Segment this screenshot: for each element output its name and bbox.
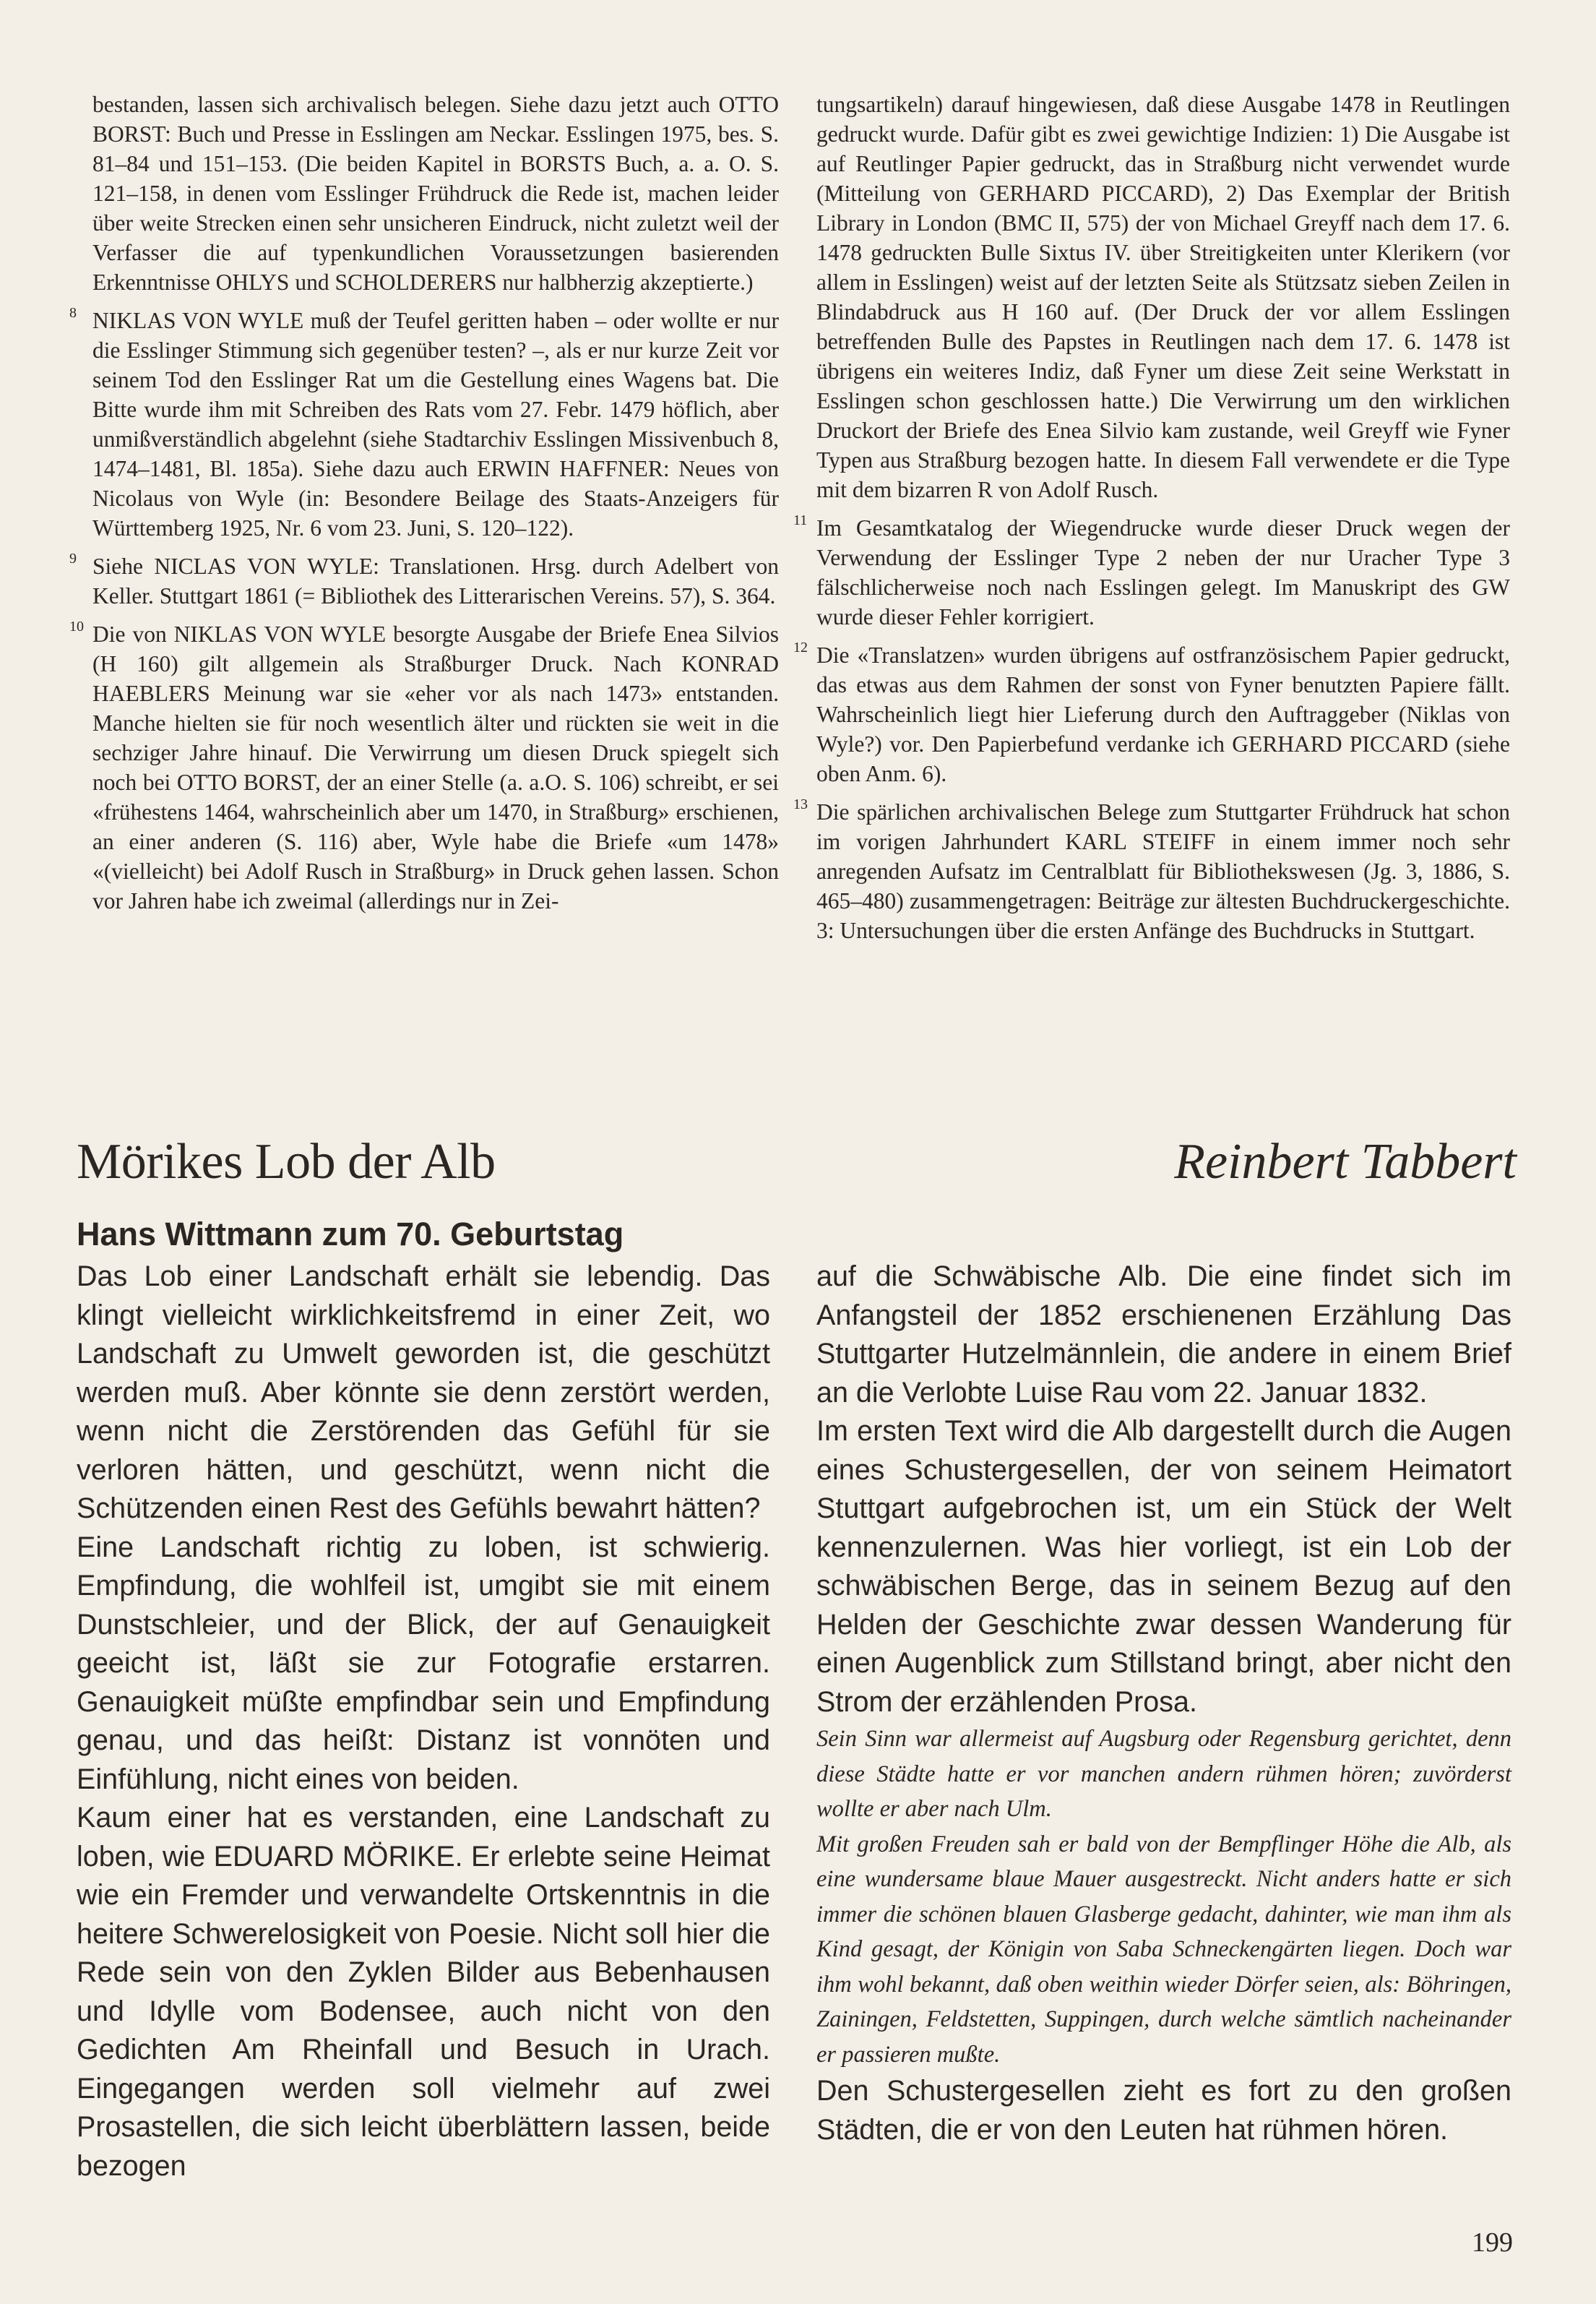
body-paragraph: Den Schustergesellen zieht es fort zu den großen Städten, die er von den Leuten hat rühmen hören. xyxy=(816,2075,1511,2146)
footnote-continuation: tungsartikeln) darauf hingewiesen, daß diese Ausgabe 1478 in Reutlingen gedruckt wurde. Dafür gibt es zwei gewichtige Indizien: 1) Die Ausgabe ist auf Reutlinger Papier gedruckt, das in Straßburg nicht verwendet wurde (Mitteilung von GERHARD PICCARD), 2) Das Exemplar der British Library in London (BMC II, 575) der von Michael Greyff nach dem 17. 6. 1478 gedruckten Bulle Sixtus IV. über Streitigkeiten unter Klerikern (vor allem in Esslingen) weist auf der letzten Seite als Stützsatz sieben Zeilen in Blindabdruck aus H 160 auf. (Der Druck der vor allem Esslingen betreffenden Bulle des Papstes in Reutlingen nach dem 17. 6. 1478 ist übrigens ein weiteres Indiz, daß Fyner um diese Zeit seine Werkstatt in Esslingen schon geschlossen hatte.) Die Verwirrung um den wirklichen Druckort der Briefe des Enea Silvio kam zustande, weil Greyff wie Fyner Typen aus Straßburg bezogen hatte. In diesem Fall verwendete er die Type mit dem bizarren R von Adolf Rusch. xyxy=(816,92,1510,502)
footnote-text: NIKLAS VON WYLE muß der Teufel geritten haben – oder wollte er nur die Esslinger Stimmung sich gegenüber testen? –, als er nur kurze Zeit vor seinem Tod den Esslinger Rat um die Gestellung eines Wagens bat. Die Bitte wurde ihm mit Schreiben des Rats vom 27. Febr. 1479 höflich, aber unmißverständlich abgelehnt (siehe Stadtarchiv Esslingen Missivenbuch 8, 1474–1481, Bl. 185a). Siehe dazu auch ERWIN HAFFNER: Neues von Nicolaus von Wyle (in: Besondere Beilage des Staats-Anzeigers für Württemberg 1925, Nr. 6 vom 23. Juni, S. 120–122). xyxy=(92,308,779,541)
footnote-number: 11 xyxy=(793,512,808,528)
article-title: Mörikes Lob der Alb xyxy=(77,1134,496,1190)
article-body-left-column xyxy=(77,1258,770,2185)
body-paragraph: Im ersten Text wird die Alb dargestellt durch die Augen eines Schustergesellen, der von seinem Heimatort Stuttgart aufgebrochen ist, um ein Stück der Welt kennenzulernen. Was hier vorliegt, ist ein Lob der schwäbischen Berge, das in seinem Bezug auf den Helden der Geschichte zwar dessen Wanderung für einen Augenblick zum Stillstand bringt, aber nicht den Strom der erzählenden Prosa. xyxy=(816,1415,1511,1718)
footnote-text: Im Gesamtkatalog der Wiegendrucke wurde dieser Druck wegen der Verwendung der Esslinger Type 2 neben der nur Uracher Type 3 fälschlicherweise noch nach Esslingen gelegt. Im Manuskript des GW wurde dieser Fehler korrigiert. xyxy=(816,515,1510,629)
article-subtitle: Hans Wittmann zum 70. Geburtstag xyxy=(77,1216,624,1252)
footnotes-right-column xyxy=(793,90,1510,954)
footnote xyxy=(793,796,1510,945)
footnote-number: 13 xyxy=(793,796,808,812)
block-quote: Sein Sinn war allermeist auf Augsburg oder Regensburg gerichtet, denn diese Städte hatte er vor manchen andern rühmen hören; zuvörderst wollte er aber nach Ulm. xyxy=(816,1726,1511,1822)
article-author: Reinbert Tabbert xyxy=(1174,1134,1517,1190)
footnote xyxy=(69,551,779,611)
block-quote: Mit großen Freuden sah er bald von der Bempflinger Höhe die Alb, als eine wundersame blaue Mauer ausgestreckt. Nicht anders hatte er sich immer die schönen blauen Glasberge gedacht, dahinter, wie man ihm als Kind gesagt, der Königin von Saba Schneckengärten liegen. Doch war ihm wohl bekannt, daß oben weithin wieder Dörfer seien, als: Böhringen, Zainingen, Feldstetten, Suppingen, durch welche sämtlich nacheinander er passieren mußte. xyxy=(816,1831,1511,2068)
footnote-text: Die spärlichen archivalischen Belege zum Stuttgarter Frühdruck hat schon im vorigen Jahrhundert KARL STEIFF in einem immer noch sehr anregenden Aufsatz im Centralblatt für Bibliothekswesen (Jg. 3, 1886, S. 465–480) zusammengetragen: Beiträge zur ältesten Buchdruckergeschichte. 3: Untersuchungen über die ersten Anfänge des Buchdrucks in Stuttgart. xyxy=(816,799,1510,943)
footnote-text: Siehe NICLAS VON WYLE: Translationen. Hrsg. durch Adelbert von Keller. Stuttgart 1861 (= Bibliothek des Litterarischen Vereins. 57), S. 364. xyxy=(92,554,779,609)
footnote-continuation: bestanden, lassen sich archivalisch belegen. Siehe dazu jetzt auch OTTO BORST: Buch und Presse in Esslingen am Neckar. Esslingen 1975, bes. S. 81–84 und 151–153. (Die beiden Kapitel in BORSTS Buch, a. a. O. S. 121–158, in denen vom Esslinger Frühdruck die Rede ist, machen leider über weite Strecken einen sehr unsicheren Eindruck, nicht zuletzt weil der Verfasser die auf typenkundlichen Voraussetzungen basierenden Erkenntnisse OHLYS und SCHOLDERERS nur halbherzig akzeptierte.) xyxy=(92,92,779,295)
footnotes-left-column xyxy=(69,90,779,924)
footnote-number: 9 xyxy=(69,551,77,567)
article-body-right-column xyxy=(816,1258,1511,2149)
body-paragraph: auf die Schwäbische Alb. Die eine findet sich im Anfangsteil der 1852 erschienenen Erzählung Das Stuttgarter Hutzelmännlein, die andere in einem Brief an die Verlobte Luise Rau vom 22. Januar 1832. xyxy=(816,1260,1511,1409)
footnote-text: Die «Translatzen» wurden übrigens auf ostfranzösischem Papier gedruckt, das etwas aus dem Rahmen der sonst von Fyner benutzten Papiere fällt. Wahrscheinlich liegt hier Lieferung durch den Auftraggeber (Niklas von Wyle?) vor. Den Papierbefund verdanke ich GERHARD PICCARD (siehe oben Anm. 6). xyxy=(816,642,1510,786)
body-paragraph: Das Lob einer Landschaft erhält sie lebendig. Das klingt vielleicht wirklichkeitsfremd in einer Zeit, wo Landschaft zu Umwelt geworden ist, die geschützt werden muß. Aber könnte sie denn zerstört werden, wenn nicht die Zerstörenden das Gefühl für sie verloren hätten, und geschützt, wenn nicht die Schützenden einen Rest des Gefühls bewahrt hätten? xyxy=(77,1260,770,1524)
page-number: 199 xyxy=(1472,2227,1513,2258)
body-paragraph: Eine Landschaft richtig zu loben, ist schwierig. Empfindung, die wohlfeil ist, umgibt sie mit einem Dunstschleier, und der Blick, der auf Genauigkeit geeicht ist, läßt sie zur Fotografie erstarren. Genauigkeit müßte empfindbar sein und Empfindung genau, und das heißt: Distanz ist vonnöten und Einfühlung, nicht eines von beiden. xyxy=(77,1531,770,1795)
footnote xyxy=(69,305,779,543)
footnote xyxy=(69,619,779,916)
footnote xyxy=(793,512,1510,632)
footnote-number: 10 xyxy=(69,619,84,635)
footnote xyxy=(793,640,1510,788)
footnote-number: 12 xyxy=(793,640,808,655)
footnote-text: Die von NIKLAS VON WYLE besorgte Ausgabe der Briefe Enea Silvios (H 160) gilt allgemein als Straßburger Druck. Nach KONRAD HAEBLERS Meinung war sie «eher vor als nach 1473» entstanden. Manche hielten sie für noch wesentlich älter und rückten sie weit in die sechziger Jahre hinauf. Die Verwirrung um diesen Druck spiegelt sich noch bei OTTO BORST, der an einer Stelle (a. a.O. S. 106) schreibt, er sei «frühestens 1464, wahrscheinlich aber um 1470, in Straßburg» erschienen, an einer anderen (S. 116) aber, Wyle habe die Briefe «um 1478» «(vielleicht) bei Adolf Rusch in Straßburg» in Druck gehen lassen. Schon vor Jahren habe ich zweimal (allerdings nur in Zei- xyxy=(92,622,779,914)
body-paragraph: Kaum einer hat es verstanden, eine Landschaft zu loben, wie EDUARD MÖRIKE. Er erlebte seine Heimat wie ein Fremder und verwandelte Ortskenntnis in die heitere Schwerelosigkeit von Poesie. Nicht soll hier die Rede sein von den Zyklen Bilder aus Bebenhausen und Idylle vom Bodensee, auch nicht von den Gedichten Am Rheinfall und Besuch in Urach. Eingegangen werden soll vielmehr auf zwei Prosastellen, die sich leicht überblättern lassen, beide bezogen xyxy=(77,1802,770,2182)
footnote-number: 8 xyxy=(69,305,77,321)
